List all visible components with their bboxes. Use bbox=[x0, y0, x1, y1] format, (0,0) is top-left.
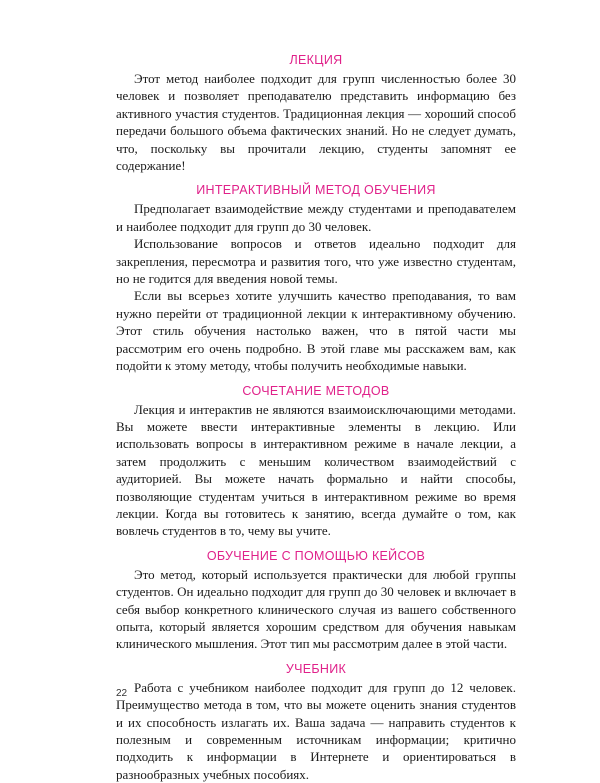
section-case-learning bbox=[116, 548, 516, 653]
paragraph: Предполагает взаимодействие между студентами и преподавателем и наиболее подходит для групп до 30 человек. bbox=[116, 201, 516, 234]
paragraph: Этот метод наиболее подходит для групп численностью более 30 человек и позволяет преподавателю представить информацию без активного участия студентов. Традиционная лекция — хороший способ передачи большого объема фактических знаний. Но не следует думать, что, поскольку вы прочитали лекцию, студенты запомнят ее содержание! bbox=[116, 71, 516, 174]
section-textbook bbox=[116, 661, 516, 783]
section-heading: УЧЕБНИК bbox=[285, 661, 347, 676]
section-heading: СОЧЕТАНИЕ МЕТОДОВ bbox=[242, 383, 390, 398]
page-content bbox=[116, 52, 516, 783]
page-number: 22 bbox=[116, 688, 128, 699]
section-interactive-method bbox=[116, 182, 516, 374]
section-heading: ЛЕКЦИЯ bbox=[289, 53, 343, 67]
paragraph: Работа с учебником наиболее подходит для групп до 12 человек. Преимущество метода в том, что вы можете оценить знания студентов и их способность излагать их. Ваша задача — направить студентов к полезным и современным источникам информации; критично подходить к информации в Интернете и ориентироваться в разнообразных учебных пособиях. bbox=[116, 679, 516, 782]
section-lecture bbox=[116, 52, 516, 174]
paragraph: Лекция и интерактив не являются взаимоисключающими методами. Вы можете ввести интерактивные элементы в лекцию. Или использовать вопросы в интерактивном режиме в начале лекции, а затем продолжить с меньшим количеством взаимодействий с аудиторией. Вы можете начать формально и найти способы, позволяющие студентам учиться в интерактивном режиме во время лекции. Когда вы готовитесь к занятию, всегда думайте о том, как вовлечь студентов в то, чему вы учите. bbox=[116, 401, 516, 539]
paragraph: Это метод, который используется практически для любой группы студентов. Он идеально подходит для групп до 30 человек и включает в себя выбор конкретного клинического случая из вашего собственного опыта, который является хорошим средством для обучения навыкам клинического мышления. Этот тип мы рассмотрим далее в этой части. bbox=[116, 566, 516, 652]
section-heading: ИНТЕРАКТИВНЫЙ МЕТОД ОБУЧЕНИЯ bbox=[196, 183, 436, 198]
section-heading: ОБУЧЕНИЕ С ПОМОЩЬЮ КЕЙСОВ bbox=[206, 548, 426, 563]
paragraph: Если вы всерьез хотите улучшить качество преподавания, то вам нужно перейти от традиционной лекции к интерактивному обучению. Этот стиль обучения настолько важен, что в пятой части мы рассмотрим его очень подробно. В этой главе мы расскажем вам, как подойти к этому методу, чтобы получить необходимые навыки. bbox=[116, 288, 516, 374]
section-combining-methods bbox=[116, 383, 516, 540]
paragraph: Использование вопросов и ответов идеально подходит для закрепления, пересмотра и развития того, что уже известно студентам, но не годится для введения новой темы. bbox=[116, 236, 516, 287]
